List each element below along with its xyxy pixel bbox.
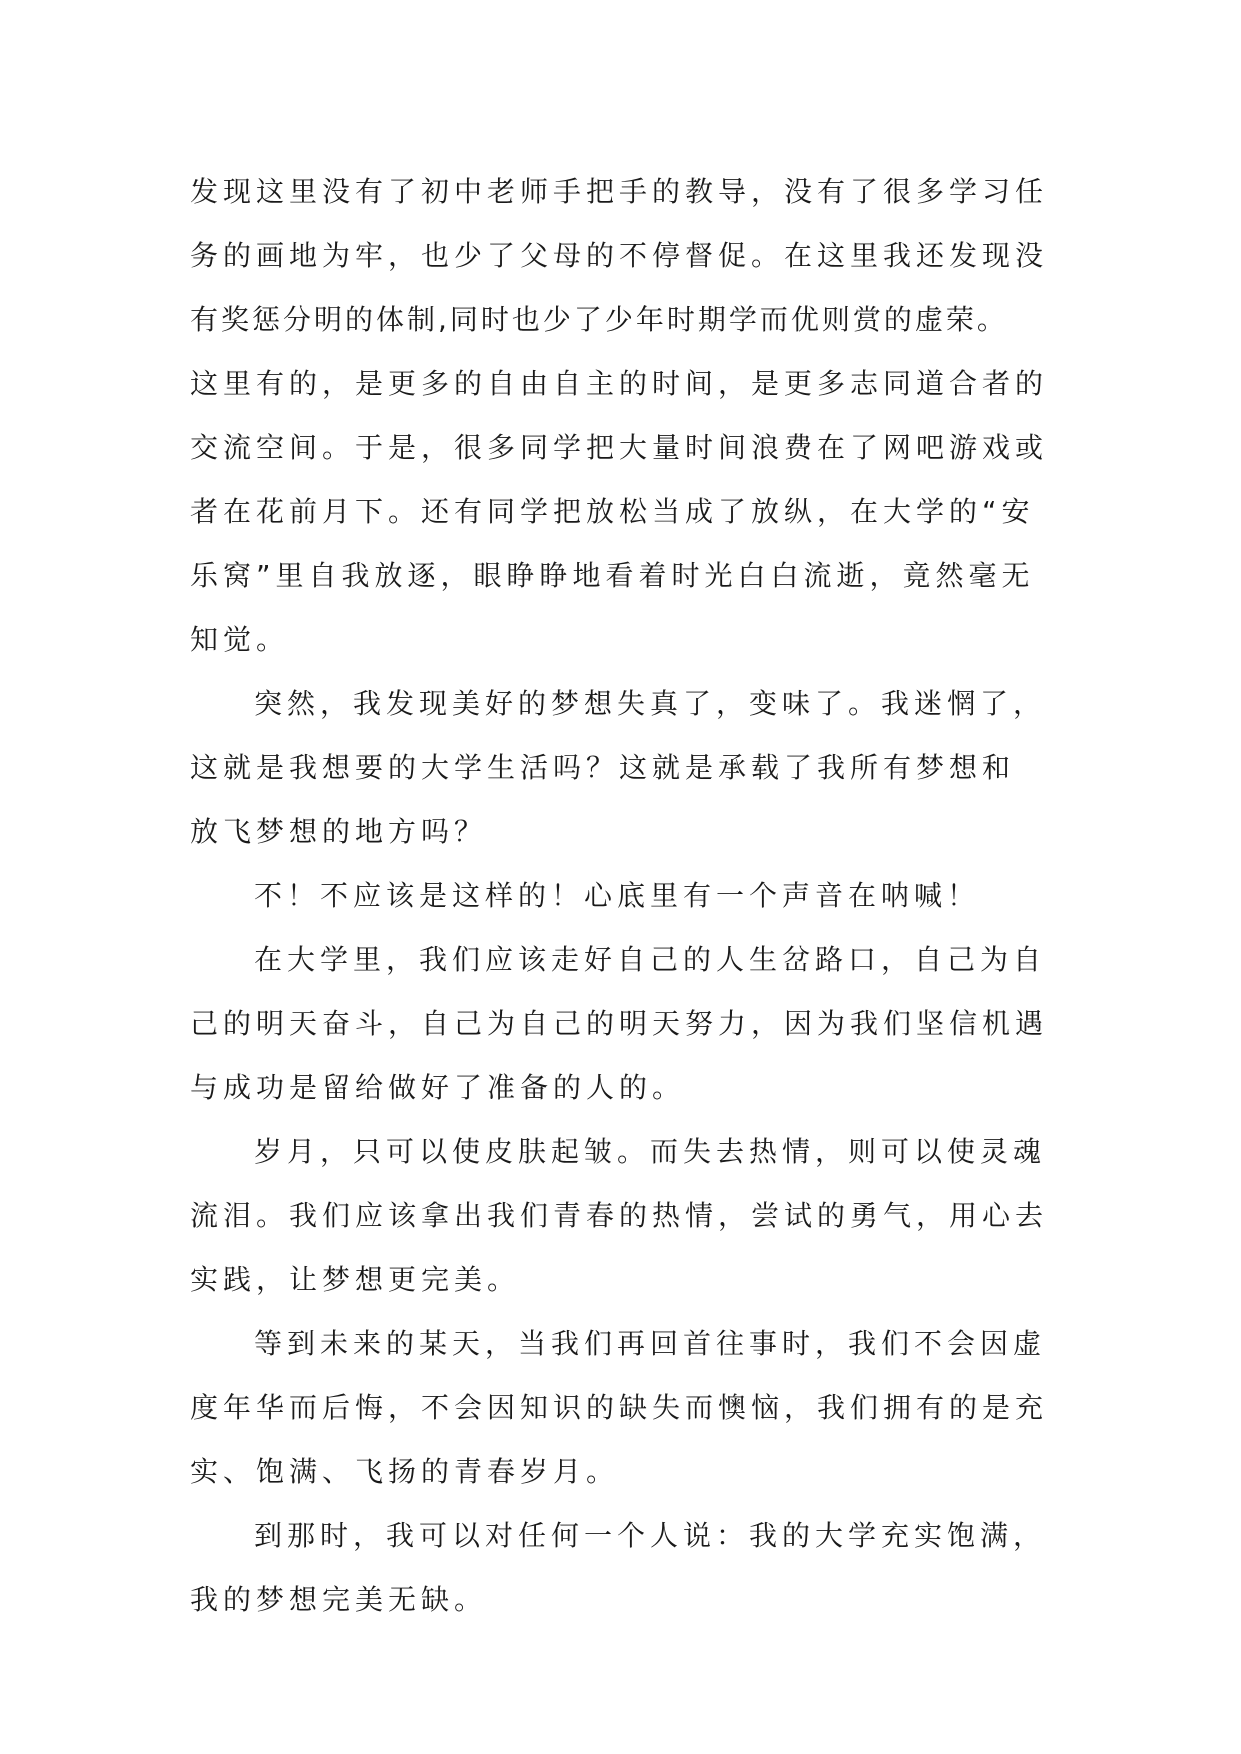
text-line: 务的画地为牢，也少了父母的不停督促。在这里我还发现没 bbox=[190, 239, 1049, 272]
paragraph-start-line: 在大学里，我们应该走好自己的人生岔路口，自己为自 bbox=[254, 943, 1047, 976]
paragraph-start-line: 突然，我发现美好的梦想失真了，变味了。我迷惘了， bbox=[254, 687, 1047, 720]
paragraph-start-line: 到那时，我可以对任何一个人说：我的大学充实饱满， bbox=[254, 1519, 1047, 1552]
text-line: 度年华而后悔，不会因知识的缺失而懊恼，我们拥有的是充 bbox=[190, 1391, 1049, 1424]
text-line: 流泪。我们应该拿出我们青春的热情，尝试的勇气，用心去 bbox=[190, 1199, 1049, 1232]
text-line: 己的明天奋斗，自己为自己的明天努力，因为我们坚信机遇 bbox=[190, 1007, 1049, 1040]
text-line: 放飞梦想的地方吗？ bbox=[190, 815, 488, 848]
text-line: 实、饱满、飞扬的青春岁月。 bbox=[190, 1455, 620, 1488]
text-line: 实践，让梦想更完美。 bbox=[190, 1263, 521, 1296]
text-line: 这就是我想要的大学生活吗？这就是承载了我所有梦想和 bbox=[190, 751, 1016, 784]
text-line: 知觉。 bbox=[190, 623, 290, 656]
paragraph-start-line: 不！不应该是这样的！心底里有一个声音在呐喊！ bbox=[254, 879, 981, 912]
text-line: 有奖惩分明的体制,同时也少了少年时期学而优则赏的虚荣。 bbox=[190, 303, 1008, 336]
text-line: 者在花前月下。还有同学把放松当成了放纵，在大学的“安 bbox=[190, 495, 1035, 528]
text-line: 与成功是留给做好了准备的人的。 bbox=[190, 1071, 686, 1104]
text-line: 交流空间。于是，很多同学把大量时间浪费在了网吧游戏或 bbox=[190, 431, 1049, 464]
paragraph-start-line: 岁月，只可以使皮肤起皱。而失去热情，则可以使灵魂 bbox=[254, 1135, 1047, 1168]
text-line: 发现这里没有了初中老师手把手的教导，没有了很多学习任 bbox=[190, 175, 1049, 208]
paragraph-start-line: 等到未来的某天，当我们再回首往事时，我们不会因虚 bbox=[254, 1327, 1047, 1360]
text-line: 乐窝”里自我放逐，眼睁睁地看着时光白白流逝，竟然毫无 bbox=[190, 559, 1035, 592]
text-line: 这里有的，是更多的自由自主的时间，是更多志同道合者的 bbox=[190, 367, 1049, 400]
text-line: 我的梦想完美无缺。 bbox=[190, 1583, 488, 1616]
body-text bbox=[190, 160, 1090, 1632]
